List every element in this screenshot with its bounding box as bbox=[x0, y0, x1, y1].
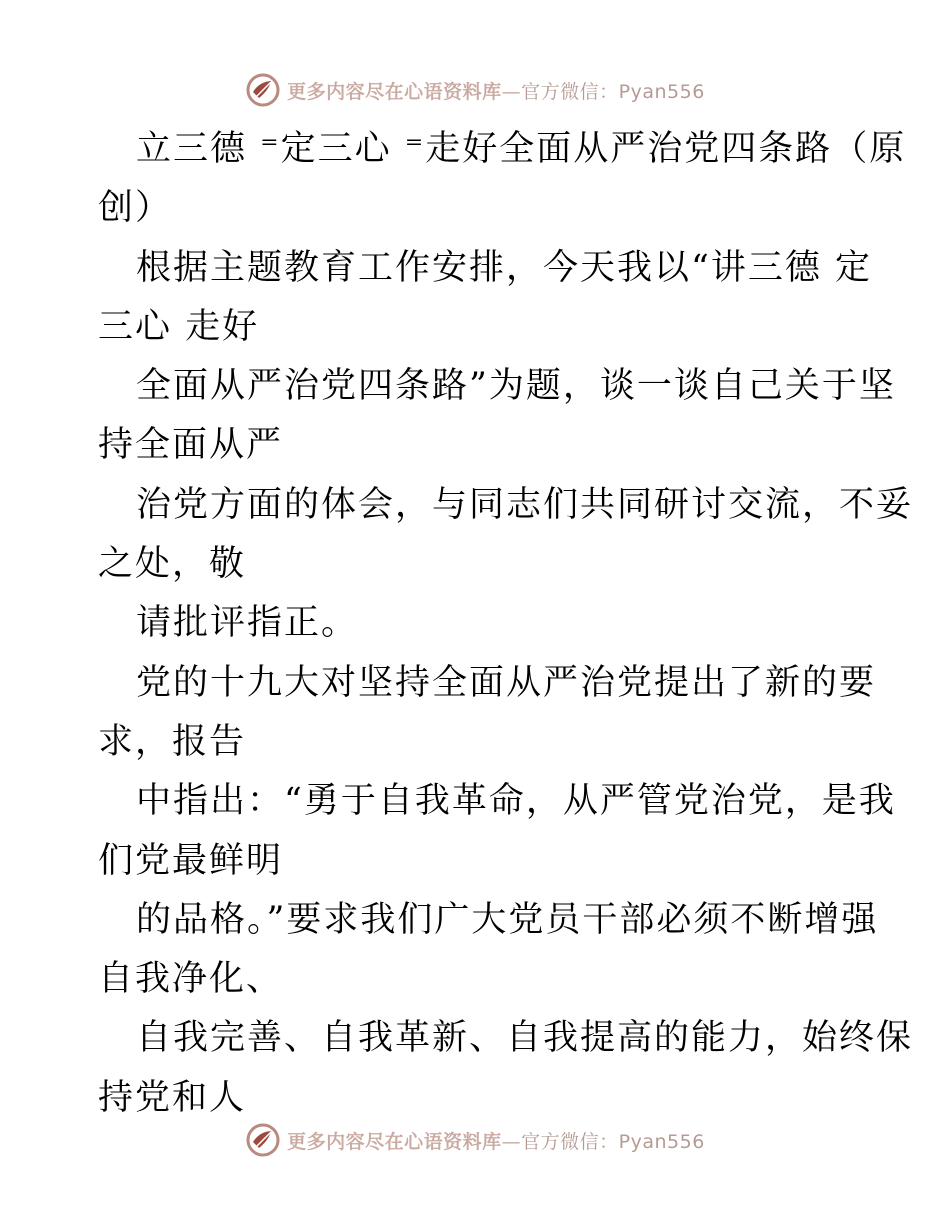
pen-nib-circle-icon bbox=[245, 1122, 281, 1158]
title-line-continued: 创） bbox=[98, 188, 173, 229]
paragraph-line: 自我净化、 bbox=[98, 959, 284, 1000]
header-banner-inner bbox=[245, 72, 705, 108]
paragraph-line: 根据主题教育工作安排，今天我以“讲三德 定 bbox=[136, 247, 873, 288]
header-brand-text: 更多内容尽在心语资料库 bbox=[287, 80, 502, 103]
header-wechat-text: 官方微信：Pyan556 bbox=[521, 80, 705, 103]
footer-wechat-text: 官方微信：Pyan556 bbox=[521, 1130, 705, 1153]
paragraph-line: 求，报告 bbox=[98, 721, 247, 762]
paragraph-line: 党的十九大对坚持全面从严治党提出了新的要 bbox=[136, 662, 877, 703]
title-line: 立三德 ⁼定三心 ⁼走好全面从严治党四条路（原 bbox=[136, 129, 907, 169]
footer-separator: — bbox=[501, 1130, 522, 1153]
footer-banner-text bbox=[287, 1127, 705, 1154]
paragraph-line: 中指出：“勇于自我革命，从严管党治党，是我 bbox=[136, 781, 896, 822]
header-banner bbox=[0, 68, 950, 112]
footer-banner bbox=[0, 1118, 950, 1162]
header-separator: — bbox=[501, 80, 522, 103]
footer-brand-text: 更多内容尽在心语资料库 bbox=[287, 1130, 502, 1153]
paragraph-line: 之处，敬 bbox=[98, 544, 247, 585]
footer-banner-inner bbox=[245, 1122, 705, 1158]
paragraph-line: 们党最鲜明 bbox=[98, 840, 284, 881]
pen-nib-circle-icon bbox=[245, 72, 281, 108]
paragraph-line: 自我完善、自我革新、自我提高的能力，始终保 bbox=[136, 1018, 914, 1059]
document-body bbox=[98, 120, 914, 1128]
paragraph-line: 持全面从严 bbox=[98, 425, 284, 466]
header-banner-text bbox=[287, 77, 705, 104]
paragraph-line: 持党和人 bbox=[98, 1077, 247, 1118]
paragraph-line: 请批评指正。 bbox=[136, 603, 359, 644]
paragraph-line: 三心 走好 bbox=[98, 306, 260, 347]
paragraph-line: 全面从严治党四条路”为题，谈一谈自己关于坚 bbox=[136, 366, 896, 407]
paragraph-line: 的品格。”要求我们广大党员干部必须不断增强 bbox=[136, 899, 879, 940]
paragraph-line: 治党方面的体会，与同志们共同研讨交流，不妥 bbox=[136, 484, 914, 525]
